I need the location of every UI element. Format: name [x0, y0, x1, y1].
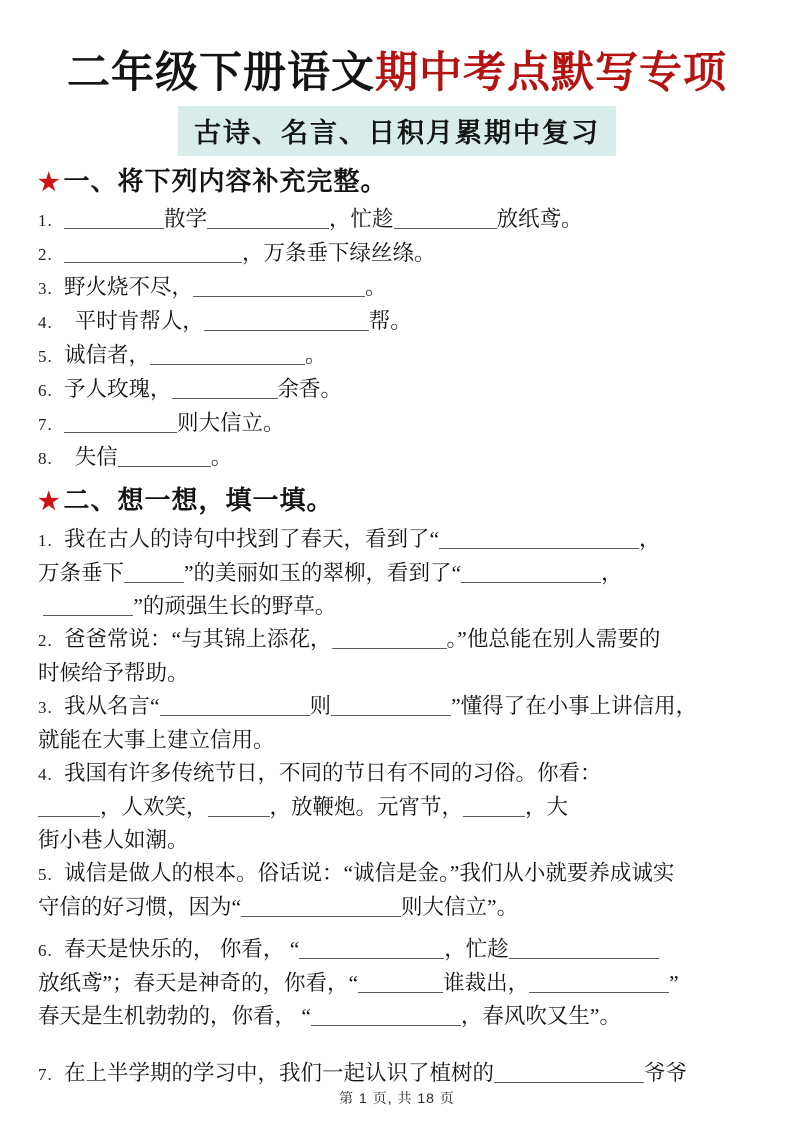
- text-segment: 就能在大事上建立信用。: [38, 727, 275, 752]
- text-segment: 。: [365, 275, 387, 300]
- item-number: 8.: [38, 449, 53, 469]
- blank-line: [241, 901, 401, 917]
- text-segment: 我在古人的诗句中找到了春天，看到了“: [64, 526, 440, 551]
- text-segment: 在上半学期的学习中，我们一起认识了植树的: [64, 1060, 495, 1085]
- section-title: 一、将下列内容补充完整。: [63, 167, 388, 197]
- text-segment: ，放鞭炮。元宵节，: [269, 794, 464, 819]
- blank-line: [463, 801, 525, 817]
- text-segment: ，大: [525, 794, 569, 819]
- text-segment: ”: [669, 970, 679, 995]
- text-segment: 守信的好习惯，因为“: [38, 894, 242, 919]
- question-item: [38, 690, 756, 757]
- question-line: [38, 1057, 756, 1091]
- text-segment: 则大信立。: [177, 411, 285, 436]
- question-line: [38, 339, 756, 373]
- item-number: 5.: [38, 347, 53, 367]
- question-line: [38, 1000, 756, 1033]
- question-item: [38, 523, 756, 623]
- question-line: [38, 557, 756, 590]
- blank-line: [208, 801, 270, 817]
- text-segment: 野火烧不尽，: [64, 275, 194, 300]
- question-item: [38, 407, 756, 441]
- question-line: [38, 271, 756, 305]
- item-number: 2.: [38, 245, 53, 265]
- question-line: [38, 724, 756, 757]
- section-heading: [38, 484, 756, 518]
- question-item: [38, 933, 756, 1033]
- section-title: 二、想一想，填一填。: [63, 486, 334, 516]
- text-segment: 放纸鸢”；春天是神奇的，你看，“: [38, 970, 359, 995]
- star-icon: ★: [38, 170, 61, 197]
- blank-line: [38, 801, 100, 817]
- text-segment: ，忙趁: [444, 936, 509, 961]
- blank-line: [172, 383, 278, 399]
- text-segment: 平时肯帮人，: [64, 309, 204, 334]
- text-segment: 春天是生机勃勃的，你看， “: [38, 1003, 311, 1028]
- question-line: [38, 657, 756, 690]
- item-number: 3.: [38, 279, 53, 299]
- section-heading: [38, 165, 756, 199]
- sections: [38, 165, 756, 1090]
- blank-line: [358, 977, 443, 993]
- question-item: [38, 271, 756, 305]
- section-1: [38, 165, 756, 475]
- blank-line: [394, 213, 497, 229]
- item-number: 1.: [38, 211, 53, 231]
- page-title-black: 二年级下册语文: [67, 50, 375, 97]
- blank-line: [118, 451, 211, 467]
- question-line: [38, 305, 756, 339]
- star-icon: ★: [38, 489, 61, 516]
- text-segment: 诚信是做人的根本。俗话说：“诚信是金。”我们从小就要养成诚实: [64, 860, 675, 885]
- question-item: [38, 237, 756, 271]
- text-segment: 爸爸常说：“与其锦上添花，: [64, 626, 332, 651]
- page-title-red: 期中考点默写专项: [375, 50, 727, 97]
- question-line: [38, 791, 756, 824]
- question-item: [38, 203, 756, 237]
- question-line: [38, 623, 756, 657]
- item-number: 2.: [38, 630, 53, 650]
- question-line: [38, 757, 756, 791]
- question-line: [38, 237, 756, 271]
- question-item: [38, 339, 756, 373]
- question-item: [38, 757, 756, 857]
- blank-line: [64, 247, 242, 263]
- text-segment: ”懂得了在小事上讲信用，: [451, 693, 698, 718]
- text-segment: 。: [305, 343, 327, 368]
- text-segment: 爷爷: [644, 1060, 688, 1085]
- question-item: [38, 623, 756, 690]
- question-line: [38, 523, 756, 557]
- question-line: [38, 891, 756, 924]
- text-segment: 散学: [164, 207, 208, 232]
- question-line: [38, 824, 756, 857]
- question-item: [38, 857, 756, 924]
- text-segment: ，: [639, 526, 661, 551]
- blank-line: [43, 600, 133, 616]
- item-number: 1.: [38, 530, 53, 550]
- blank-line: [150, 349, 305, 365]
- blank-line: [124, 567, 184, 583]
- question-line: [38, 441, 756, 475]
- blank-line: [64, 213, 164, 229]
- text-segment: 失信: [64, 445, 118, 470]
- page-footer: 第 1 页, 共 18 页: [339, 1090, 455, 1106]
- item-number: 5.: [38, 864, 53, 884]
- question-line: [38, 373, 756, 407]
- section-2: [38, 484, 756, 1090]
- text-segment: 万条垂下: [38, 560, 125, 585]
- text-segment: ，人欢笑，: [100, 794, 208, 819]
- text-segment: 诚信者，: [64, 343, 151, 368]
- blank-line: [207, 213, 329, 229]
- blank-line: [64, 417, 177, 433]
- item-number: 6.: [38, 940, 53, 960]
- text-segment: 时候给予帮助。: [38, 660, 189, 685]
- subtitle-highlight: 古诗、名言、日积月累期中复习: [178, 106, 616, 156]
- text-segment: ，: [601, 560, 623, 585]
- blank-line: [331, 700, 451, 716]
- question-item: [38, 373, 756, 407]
- text-segment: 帮。: [368, 309, 412, 334]
- blank-line: [509, 943, 659, 959]
- item-number: 7.: [38, 415, 53, 435]
- text-segment: ”的顽强生长的野草。: [133, 593, 337, 618]
- item-number: 4.: [38, 764, 53, 784]
- blank-line: [311, 1010, 461, 1026]
- text-segment: 放纸鸢。: [496, 207, 583, 232]
- text-segment: 。: [210, 445, 233, 470]
- blank-line: [439, 533, 639, 549]
- blank-line: [204, 315, 369, 331]
- text-segment: 则: [309, 693, 332, 718]
- blank-line: [494, 1067, 644, 1083]
- text-segment: ，春风吹又生”。: [460, 1003, 621, 1028]
- question-item: [38, 305, 756, 339]
- text-segment: ，忙趁: [329, 207, 394, 232]
- question-line: [38, 590, 756, 623]
- text-segment: 我国有许多传统节日，不同的节日有不同的习俗。你看：: [64, 760, 602, 785]
- blank-line: [332, 633, 447, 649]
- text-segment: ，万条垂下绿丝绦。: [242, 241, 436, 266]
- text-segment: 予人玫瑰，: [64, 377, 172, 402]
- item-number: 6.: [38, 381, 53, 401]
- item-number: 7.: [38, 1064, 53, 1084]
- blank-line: [461, 567, 601, 583]
- text-segment: ”的美丽如玉的翠柳，看到了“: [184, 560, 462, 585]
- question-item: [38, 441, 756, 475]
- question-line: [38, 857, 756, 891]
- question-item: [38, 1057, 756, 1091]
- text-segment: 春天是快乐的， 你看， “: [64, 936, 300, 961]
- blank-line: [193, 281, 365, 297]
- text-segment: 街小巷人如潮。: [38, 827, 189, 852]
- text-segment: 我从名言“: [64, 693, 160, 718]
- text-segment: 余香。: [277, 377, 343, 402]
- text-segment: 谁裁出，: [443, 970, 530, 995]
- subtitle-row: [38, 106, 756, 156]
- page-title: [38, 50, 756, 97]
- question-line: [38, 203, 756, 237]
- question-line: [38, 690, 756, 724]
- text-segment: 。”他总能在别人需要的: [446, 626, 661, 651]
- blank-line: [529, 977, 669, 993]
- item-number: 3.: [38, 697, 53, 717]
- blank-line: [160, 700, 310, 716]
- text-segment: 则大信立”。: [401, 894, 519, 919]
- question-line: [38, 407, 756, 441]
- blank-line: [299, 943, 444, 959]
- item-number: 4.: [38, 313, 53, 333]
- question-line: [38, 933, 756, 967]
- question-line: [38, 967, 756, 1000]
